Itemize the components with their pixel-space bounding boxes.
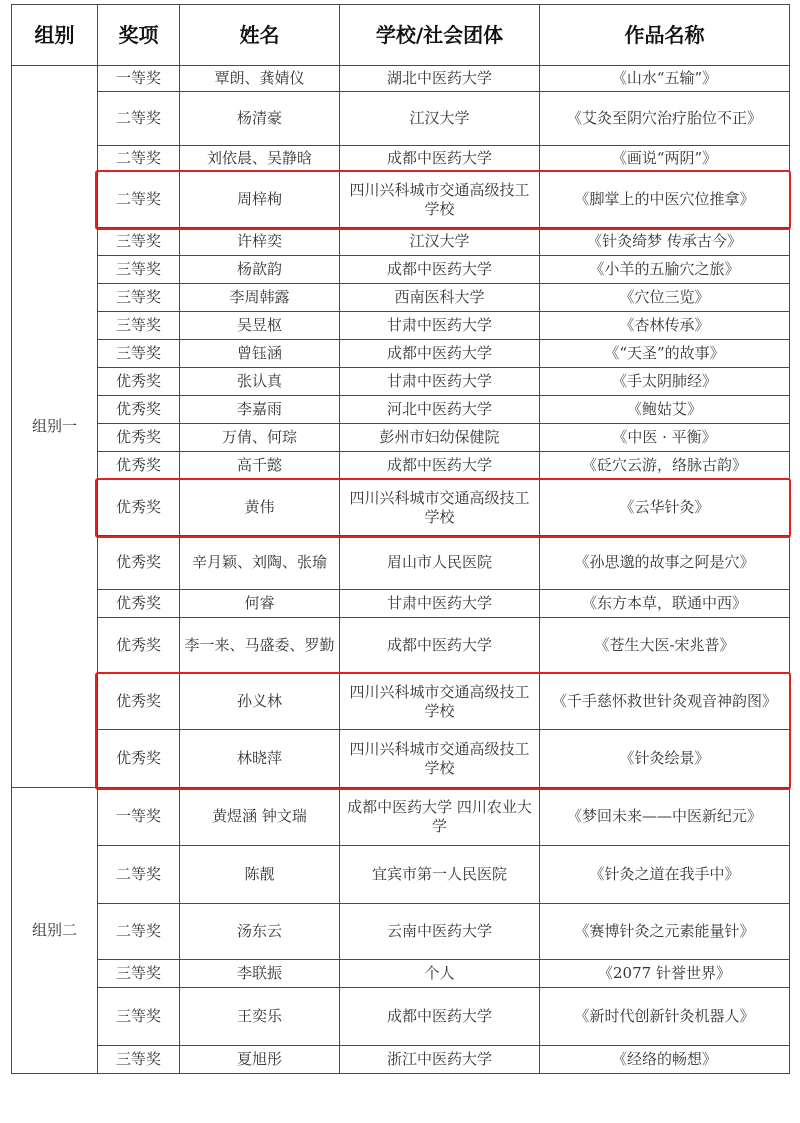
table-row <box>12 340 790 368</box>
award-cell: 三等奖 <box>98 960 180 988</box>
award-cell: 二等奖 <box>98 846 180 904</box>
name-cell: 万倩、何琮 <box>180 424 340 452</box>
org-cell: 四川兴科城市交通高级技工学校 <box>340 674 540 730</box>
table-row <box>12 590 790 618</box>
org-cell: 甘肃中医药大学 <box>340 312 540 340</box>
org-cell: 甘肃中医药大学 <box>340 368 540 396</box>
org-cell: 湖北中医药大学 <box>340 66 540 92</box>
table-row <box>12 424 790 452</box>
org-cell: 四川兴科城市交通高级技工学校 <box>340 172 540 228</box>
table-row <box>12 1046 790 1074</box>
award-cell: 优秀奖 <box>98 368 180 396</box>
name-cell: 王奕乐 <box>180 988 340 1046</box>
table-row <box>12 618 790 674</box>
name-cell: 辛月颖、刘陶、张瑜 <box>180 536 340 590</box>
org-cell: 成都中医药大学 四川农业大学 <box>340 788 540 846</box>
group-cell: 组别一 <box>12 66 98 788</box>
award-cell: 二等奖 <box>98 146 180 172</box>
work-cell: 《针灸绘景》 <box>540 730 790 788</box>
table-row <box>12 172 790 228</box>
name-cell: 杨清豪 <box>180 92 340 146</box>
org-cell: 浙江中医药大学 <box>340 1046 540 1074</box>
org-cell: 云南中医药大学 <box>340 904 540 960</box>
org-cell: 江汉大学 <box>340 228 540 256</box>
name-cell: 周梓栒 <box>180 172 340 228</box>
award-cell: 优秀奖 <box>98 480 180 536</box>
name-cell: 许梓奕 <box>180 228 340 256</box>
table-body <box>12 66 790 1074</box>
work-cell: 《针灸之道在我手中》 <box>540 846 790 904</box>
org-cell: 甘肃中医药大学 <box>340 590 540 618</box>
org-cell: 河北中医药大学 <box>340 396 540 424</box>
org-cell: 成都中医药大学 <box>340 146 540 172</box>
name-cell: 张认真 <box>180 368 340 396</box>
org-cell: 个人 <box>340 960 540 988</box>
name-cell: 汤东云 <box>180 904 340 960</box>
work-cell: 《赛博针灸之元素能量针》 <box>540 904 790 960</box>
name-cell: 李一来、马盛委、罗勤 <box>180 618 340 674</box>
table-row <box>12 228 790 256</box>
org-cell: 眉山市人民医院 <box>340 536 540 590</box>
name-cell: 高千懿 <box>180 452 340 480</box>
award-cell: 优秀奖 <box>98 590 180 618</box>
org-cell: 西南医科大学 <box>340 284 540 312</box>
table-row <box>12 904 790 960</box>
award-cell: 一等奖 <box>98 788 180 846</box>
award-cell: 优秀奖 <box>98 452 180 480</box>
award-cell: 三等奖 <box>98 1046 180 1074</box>
award-document <box>11 4 790 1074</box>
award-table <box>11 4 790 1074</box>
name-cell: 曾钰涵 <box>180 340 340 368</box>
award-cell: 三等奖 <box>98 312 180 340</box>
org-cell: 四川兴科城市交通高级技工学校 <box>340 480 540 536</box>
name-cell: 杨歆韵 <box>180 256 340 284</box>
table-row <box>12 66 790 92</box>
work-cell: 《中医 · 平衡》 <box>540 424 790 452</box>
org-cell: 成都中医药大学 <box>340 256 540 284</box>
name-cell: 陈靓 <box>180 846 340 904</box>
header-name: 姓名 <box>180 5 340 66</box>
table-row <box>12 846 790 904</box>
org-cell: 江汉大学 <box>340 92 540 146</box>
award-cell: 优秀奖 <box>98 424 180 452</box>
header-work: 作品名称 <box>540 5 790 66</box>
header-row <box>12 5 790 66</box>
award-cell: 优秀奖 <box>98 674 180 730</box>
table-row <box>12 312 790 340</box>
name-cell: 孙义林 <box>180 674 340 730</box>
award-cell: 三等奖 <box>98 284 180 312</box>
table-row <box>12 480 790 536</box>
table-row <box>12 256 790 284</box>
work-cell: 《艾灸至阴穴治疗胎位不正》 <box>540 92 790 146</box>
award-cell: 三等奖 <box>98 256 180 284</box>
work-cell: 《云华针灸》 <box>540 480 790 536</box>
table-row <box>12 396 790 424</box>
name-cell: 李联振 <box>180 960 340 988</box>
work-cell: 《针灸绮梦 传承古今》 <box>540 228 790 256</box>
award-cell: 优秀奖 <box>98 536 180 590</box>
name-cell: 黄煜涵 钟文瑞 <box>180 788 340 846</box>
header-org: 学校/社会团体 <box>340 5 540 66</box>
org-cell: 四川兴科城市交通高级技工学校 <box>340 730 540 788</box>
work-cell: 《脚掌上的中医穴位推拿》 <box>540 172 790 228</box>
group-cell: 组别二 <box>12 788 98 1074</box>
award-cell: 优秀奖 <box>98 730 180 788</box>
work-cell: 《新时代创新针灸机器人》 <box>540 988 790 1046</box>
work-cell: 《孙思邈的故事之阿是穴》 <box>540 536 790 590</box>
award-cell: 二等奖 <box>98 172 180 228</box>
award-cell: 优秀奖 <box>98 396 180 424</box>
org-cell: 成都中医药大学 <box>340 452 540 480</box>
award-cell: 优秀奖 <box>98 618 180 674</box>
name-cell: 覃朗、龚婧仪 <box>180 66 340 92</box>
award-cell: 二等奖 <box>98 904 180 960</box>
table-row <box>12 146 790 172</box>
work-cell: 《2077 针誉世界》 <box>540 960 790 988</box>
work-cell: 《砭穴云游，络脉古韵》 <box>540 452 790 480</box>
table-row <box>12 452 790 480</box>
table-row <box>12 284 790 312</box>
name-cell: 何睿 <box>180 590 340 618</box>
table-row <box>12 92 790 146</box>
work-cell: 《穴位三览》 <box>540 284 790 312</box>
org-cell: 成都中医药大学 <box>340 618 540 674</box>
work-cell: 《山水“五输”》 <box>540 66 790 92</box>
work-cell: 《画说“两阴”》 <box>540 146 790 172</box>
work-cell: 《手太阴肺经》 <box>540 368 790 396</box>
org-cell: 成都中医药大学 <box>340 988 540 1046</box>
name-cell: 李周韩露 <box>180 284 340 312</box>
work-cell: 《杏林传承》 <box>540 312 790 340</box>
table-row <box>12 368 790 396</box>
work-cell: 《东方本草，联通中西》 <box>540 590 790 618</box>
table-row <box>12 536 790 590</box>
name-cell: 黄伟 <box>180 480 340 536</box>
award-cell: 三等奖 <box>98 340 180 368</box>
header-award: 奖项 <box>98 5 180 66</box>
work-cell: 《“天圣”的故事》 <box>540 340 790 368</box>
table-row <box>12 988 790 1046</box>
award-cell: 三等奖 <box>98 228 180 256</box>
name-cell: 吴昱枢 <box>180 312 340 340</box>
award-cell: 三等奖 <box>98 988 180 1046</box>
work-cell: 《梦回未来——中医新纪元》 <box>540 788 790 846</box>
work-cell: 《鲍姑艾》 <box>540 396 790 424</box>
table-row <box>12 788 790 846</box>
work-cell: 《千手慈怀救世针灸观音神韵图》 <box>540 674 790 730</box>
award-cell: 一等奖 <box>98 66 180 92</box>
name-cell: 李嘉雨 <box>180 396 340 424</box>
org-cell: 宜宾市第一人民医院 <box>340 846 540 904</box>
work-cell: 《小羊的五腧穴之旅》 <box>540 256 790 284</box>
name-cell: 刘依晨、吴静晗 <box>180 146 340 172</box>
org-cell: 成都中医药大学 <box>340 340 540 368</box>
table-row <box>12 960 790 988</box>
table-row <box>12 730 790 788</box>
table-row <box>12 674 790 730</box>
work-cell: 《经络的畅想》 <box>540 1046 790 1074</box>
name-cell: 林晓萍 <box>180 730 340 788</box>
name-cell: 夏旭彤 <box>180 1046 340 1074</box>
org-cell: 彭州市妇幼保健院 <box>340 424 540 452</box>
header-group: 组别 <box>12 5 98 66</box>
work-cell: 《苍生大医-宋兆普》 <box>540 618 790 674</box>
award-cell: 二等奖 <box>98 92 180 146</box>
